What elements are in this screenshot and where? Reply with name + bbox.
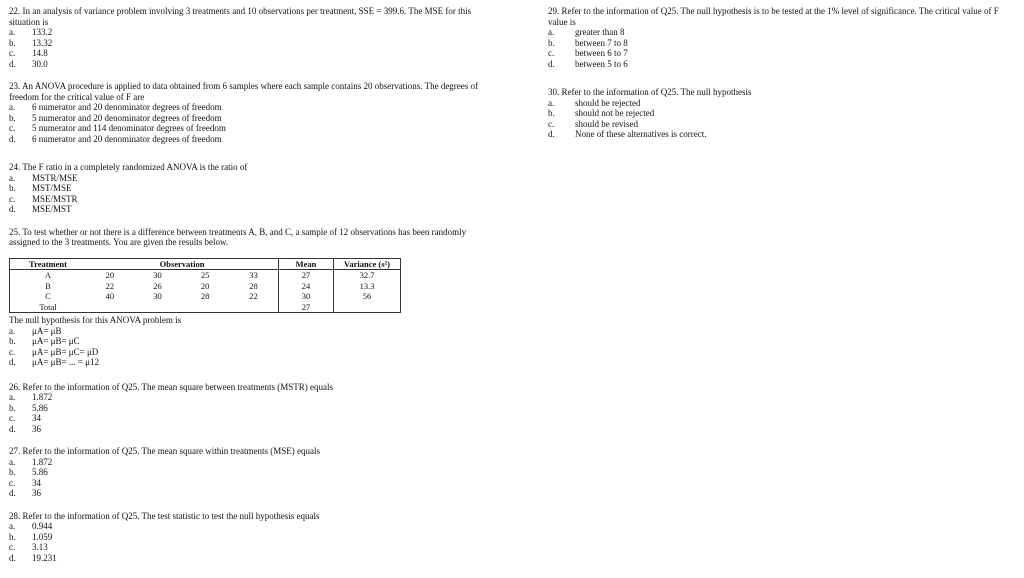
option-letter: b. <box>9 183 16 193</box>
option-letter: b. <box>9 37 16 48</box>
question-25-stem: 25. To test whether or not there is a difference between treatments A, B, and C, a sample of 12 observations has been randomly assigned to the 3 treatments. You are given the results below. <box>9 226 467 247</box>
option-letter: a. <box>9 521 16 531</box>
option-text: should be rejected <box>575 97 641 108</box>
table-row <box>10 281 401 292</box>
table-row <box>10 270 401 281</box>
question-29-option-c <box>548 48 1018 59</box>
obs-cell: 40 <box>105 291 115 301</box>
option-text: 5 numerator and 20 denominator degrees of freedom <box>32 112 222 123</box>
question-29-stem: 29. Refer to the information of Q25. The null hypothesis is to be tested at the 1% level of significance. The critical value of F value is <box>548 6 999 27</box>
question-26 <box>9 382 499 435</box>
question-30-option-b <box>548 108 1018 119</box>
question-22-option-c <box>9 48 499 59</box>
question-27 <box>9 446 499 499</box>
option-text: μA= μB= μC <box>32 336 80 346</box>
option-text: 36 <box>32 423 41 434</box>
obs-cell: 25 <box>200 270 210 280</box>
question-25-null-stem: The null hypothesis for this ANOVA problem is <box>9 315 182 325</box>
variance-cell: 32.7 <box>334 270 401 281</box>
option-text: between 5 to 6 <box>575 58 628 69</box>
row-name: C <box>45 291 51 301</box>
option-text: 1.872 <box>32 456 53 467</box>
option-text: 133.2 <box>32 27 53 37</box>
table-row-total <box>10 302 401 313</box>
option-text: MSE/MSTR <box>32 193 78 204</box>
option-letter: a. <box>548 27 555 37</box>
question-30-option-a <box>548 98 1018 109</box>
obs-cell: 28 <box>249 280 258 291</box>
option-letter: d. <box>9 133 16 144</box>
option-text: MSTR/MSE <box>32 172 78 183</box>
question-25-option-c <box>9 347 499 358</box>
option-letter: b. <box>548 108 555 118</box>
option-letter: c. <box>548 48 555 58</box>
option-letter: b. <box>9 336 16 346</box>
question-25 <box>9 227 499 368</box>
question-22-stem: 22. In an analysis of variance problem involving 3 treatments and 10 observations per treatment, SSE = 399.6. The MSE for this situation is <box>9 6 472 27</box>
question-28-option-c <box>9 542 499 553</box>
header-treatment: Treatment <box>10 258 87 270</box>
obs-cell: 30 <box>153 291 162 301</box>
option-text: 5.86 <box>32 402 48 413</box>
obs-cell: 22 <box>249 291 258 301</box>
question-30-option-d <box>548 129 1018 140</box>
mean-cell: 24 <box>279 281 334 292</box>
option-letter: c. <box>9 413 16 423</box>
row-name: A <box>44 270 52 280</box>
header-observation: Observation <box>86 258 279 270</box>
option-letter: c. <box>9 477 16 488</box>
option-letter: c. <box>548 118 555 129</box>
question-29-option-d <box>548 59 1018 70</box>
question-23-option-b <box>9 113 499 124</box>
question-27-stem: 27. Refer to the information of Q25. The mean square within treatments (MSE) equals <box>9 446 321 456</box>
option-letter: d. <box>9 488 16 498</box>
option-text: between 7 to 8 <box>575 37 628 48</box>
row-name: B <box>45 280 51 291</box>
option-text: between 6 to 7 <box>575 48 628 58</box>
question-28-stem: 28. Refer to the information of Q25. The test statistic to test the null hypothesis equals <box>9 510 320 521</box>
option-text: 14.8 <box>32 48 48 58</box>
question-30-option-c <box>548 119 1018 130</box>
obs-cell: 22 <box>105 280 115 291</box>
question-28-option-b <box>9 532 499 543</box>
option-text: μA= μB= ... = μ12 <box>32 357 99 367</box>
question-24-option-c <box>9 194 499 205</box>
question-26-option-b <box>9 403 499 414</box>
question-23-option-a <box>9 102 499 113</box>
question-24-option-d <box>9 204 499 215</box>
option-text: 5.86 <box>32 467 48 477</box>
option-letter: c. <box>9 48 16 58</box>
mean-cell: 27 <box>279 270 334 281</box>
obs-cell: 30 <box>153 270 162 280</box>
question-27-option-a <box>9 457 499 468</box>
obs-cell: 26 <box>153 280 162 291</box>
question-27-option-b <box>9 467 499 478</box>
question-26-option-c <box>9 413 499 424</box>
option-letter: b. <box>9 467 16 477</box>
question-29 <box>548 6 1018 69</box>
obs-cell: 28 <box>200 291 210 301</box>
option-text: greater than 8 <box>575 27 625 37</box>
question-26-option-a <box>9 392 499 403</box>
total-label: Total <box>39 301 57 312</box>
option-letter: d. <box>9 552 16 563</box>
option-letter: a. <box>9 172 16 183</box>
question-23-stem: 23. An ANOVA procedure is applied to data obtained from 6 samples where each sample contains 20 observations. The degrees of freedom for the critical value of F are <box>9 81 479 102</box>
option-letter: a. <box>9 102 16 112</box>
question-24 <box>9 162 499 215</box>
option-letter: b. <box>9 112 16 123</box>
option-text: 36 <box>32 488 41 498</box>
question-25-option-b <box>9 336 499 347</box>
option-letter: c. <box>9 123 16 133</box>
option-letter: c. <box>9 193 16 204</box>
option-text: should be revised <box>575 118 638 129</box>
question-29-option-b <box>548 38 1018 49</box>
question-30 <box>548 87 1018 140</box>
question-22-option-d <box>9 59 499 70</box>
option-letter: d. <box>548 129 555 139</box>
question-25-option-d <box>9 357 499 368</box>
question-28-option-a <box>9 521 499 532</box>
question-29-option-a <box>548 27 1018 38</box>
question-27-option-d <box>9 488 499 499</box>
question-27-option-c <box>9 478 499 489</box>
option-text: μA= μB= μC= μD <box>32 346 99 357</box>
option-letter: d. <box>9 204 16 214</box>
question-28-option-d <box>9 553 499 564</box>
option-text: 34 <box>32 413 41 423</box>
mean-cell: 30 <box>279 291 334 302</box>
option-letter: d. <box>548 58 555 69</box>
table-row <box>10 291 401 302</box>
option-letter: a. <box>548 97 555 108</box>
option-letter: b. <box>548 37 555 48</box>
option-text: 34 <box>32 477 41 488</box>
question-26-option-d <box>9 424 499 435</box>
question-24-option-a <box>9 173 499 184</box>
option-text: 13.32 <box>32 37 53 48</box>
option-text: 19.231 <box>32 552 57 563</box>
option-text: None of these alternatives is correct. <box>575 129 707 139</box>
option-text: MST/MSE <box>32 183 72 193</box>
question-22-option-b <box>9 38 499 49</box>
question-23-option-c <box>9 123 499 134</box>
option-text: 30.0 <box>32 58 48 69</box>
variance-cell: 56 <box>334 291 401 302</box>
option-letter: b. <box>9 531 16 542</box>
right-column <box>548 6 1018 152</box>
option-text: 1.059 <box>32 531 53 542</box>
option-text: 6 numerator and 20 denominator degrees of freedom <box>32 133 222 144</box>
option-letter: d. <box>9 357 16 367</box>
option-letter: a. <box>9 325 16 336</box>
option-letter: a. <box>9 27 16 37</box>
treatment-table <box>9 258 401 314</box>
question-23-option-d <box>9 134 499 145</box>
option-text: MSE/MST <box>32 204 72 214</box>
option-text: 5 numerator and 114 denominator degrees of freedom <box>32 123 226 133</box>
option-text: 3.13 <box>32 542 48 552</box>
question-30-stem: 30. Refer to the information of Q25. The null hypothesis <box>548 87 752 97</box>
option-text: should not be rejected <box>575 108 655 118</box>
option-text: 1.872 <box>32 392 53 402</box>
option-letter: b. <box>9 402 16 413</box>
header-variance: Variance (s²) <box>334 258 401 270</box>
variance-cell: 13.3 <box>334 281 401 292</box>
left-column <box>9 6 499 563</box>
option-letter: d. <box>9 58 16 69</box>
option-letter: a. <box>9 392 16 402</box>
obs-cell: 20 <box>105 270 115 280</box>
option-letter: d. <box>9 423 16 434</box>
option-text: μA= μB <box>32 325 62 336</box>
obs-cell: 20 <box>200 280 210 291</box>
question-25-option-a <box>9 326 499 337</box>
option-letter: a. <box>9 456 16 467</box>
question-26-stem: 26. Refer to the information of Q25. The mean square between treatments (MSTR) equals <box>9 381 333 392</box>
total-mean: 27 <box>279 302 334 313</box>
question-22 <box>9 6 499 69</box>
question-24-option-b <box>9 183 499 194</box>
option-letter: c. <box>9 542 16 552</box>
option-letter: c. <box>9 346 16 357</box>
question-28 <box>9 511 499 564</box>
obs-cell: 33 <box>249 270 258 280</box>
option-text: 6 numerator and 20 denominator degrees of freedom <box>32 102 222 112</box>
question-23 <box>9 81 499 144</box>
header-mean: Mean <box>279 258 334 270</box>
option-text: 0.944 <box>32 521 53 531</box>
question-22-option-a <box>9 27 499 38</box>
question-24-stem: 24. The F ratio in a completely randomized ANOVA is the ratio of <box>9 162 248 172</box>
